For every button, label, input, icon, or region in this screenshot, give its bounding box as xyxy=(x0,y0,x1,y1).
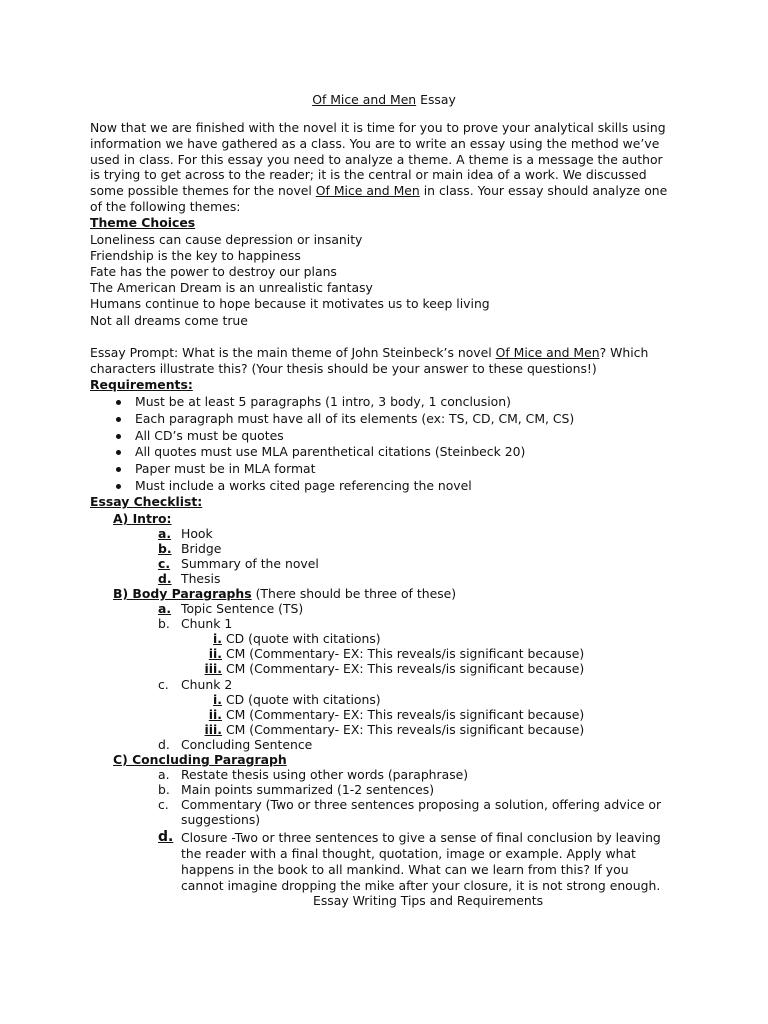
chunk-marker: i. xyxy=(213,631,222,646)
intro-marker: a. xyxy=(158,526,172,541)
bullet-icon xyxy=(116,484,121,489)
intro-line-4: is trying to get across to the reader; it is the central or main idea of a work. We discussed xyxy=(90,167,647,182)
intro-line-5-a: some possible themes for the novel xyxy=(90,183,316,198)
intro-item: Bridge xyxy=(181,541,222,556)
requirement-item: Must include a works cited page referencing the novel xyxy=(135,478,472,493)
bullet-icon xyxy=(116,450,121,455)
title-novel: Of Mice and Men xyxy=(312,92,417,107)
checklist-intro-label: A) Intro: xyxy=(113,511,172,526)
body-label-note: (There should be three of these) xyxy=(251,586,457,601)
checklist-heading: Essay Checklist: xyxy=(90,494,203,509)
conclusion-item: Restate thesis using other words (paraphrase) xyxy=(181,767,469,782)
chunk-item: CM (Commentary- EX: This reveals/is significant because) xyxy=(226,661,585,676)
intro-line-1: Now that we are finished with the novel it is time for you to prove your analytical skills using xyxy=(90,120,666,135)
chunk-item: CM (Commentary- EX: This reveals/is significant because) xyxy=(226,646,585,661)
bullet-icon xyxy=(116,467,121,472)
intro-item: Summary of the novel xyxy=(181,556,319,571)
theme-item: Fate has the power to destroy our plans xyxy=(90,264,337,279)
prompt-line-2: characters illustrate this? (Your thesis should be your answer to these questions!) xyxy=(90,361,597,376)
footer-text: Essay Writing Tips and Requirements xyxy=(313,893,544,908)
chunk-marker: iii. xyxy=(204,722,222,737)
chunk-marker: i. xyxy=(213,692,222,707)
intro-line-5-b: in class. Your essay should analyze one xyxy=(419,183,668,198)
intro-line-3: used in class. For this essay you need to analyze a theme. A theme is a message the author xyxy=(90,152,663,167)
prompt-line-1-a: Essay Prompt: What is the main theme of John Steinbeck’s novel xyxy=(90,345,496,360)
prompt-line-1-b: ? Which xyxy=(599,345,649,360)
conclusion-marker: c. xyxy=(158,797,169,812)
chunk-item: CD (quote with citations) xyxy=(226,692,381,707)
theme-item: Loneliness can cause depression or insanity xyxy=(90,232,363,247)
intro-item: Hook xyxy=(181,526,213,541)
prompt-line-1 xyxy=(90,345,648,361)
requirement-item: Paper must be in MLA format xyxy=(135,461,316,476)
body-marker: b. xyxy=(158,616,170,631)
requirement-item: Must be at least 5 paragraphs (1 intro, 3 body, 1 conclusion) xyxy=(135,394,511,409)
requirement-item: All quotes must use MLA parenthetical citations (Steinbeck 20) xyxy=(135,444,526,459)
conclusion-marker: b. xyxy=(158,782,170,797)
conclusion-item-cont: the reader with a final thought, quotation, image or example. Apply what xyxy=(181,846,636,861)
prompt-novel-title: Of Mice and Men xyxy=(495,345,600,360)
body-item: Concluding Sentence xyxy=(181,737,313,752)
chunk-item: CD (quote with citations) xyxy=(226,631,381,646)
conclusion-marker: a. xyxy=(158,767,170,782)
conclusion-item: Closure -Two or three sentences to give a sense of final conclusion by leaving xyxy=(181,830,661,845)
requirement-item: All CD’s must be quotes xyxy=(135,428,284,443)
intro-line-6: of the following themes: xyxy=(90,199,241,214)
conclusion-marker: d. xyxy=(158,829,174,845)
body-marker: c. xyxy=(158,677,169,692)
requirement-item: Each paragraph must have all of its elements (ex: TS, CD, CM, CM, CS) xyxy=(135,411,575,426)
theme-item: Humans continue to hope because it motivates us to keep living xyxy=(90,296,490,311)
chunk-marker: ii. xyxy=(208,707,222,722)
title-word: Essay xyxy=(420,92,456,107)
conclusion-item: Main points summarized (1-2 sentences) xyxy=(181,782,435,797)
body-item: Chunk 1 xyxy=(181,616,233,631)
conclusion-item-cont: suggestions) xyxy=(181,812,261,827)
body-marker: d. xyxy=(158,737,170,752)
checklist-body-label xyxy=(113,586,456,602)
conclusion-item: Commentary (Two or three sentences proposing a solution, offering advice or xyxy=(181,797,662,812)
body-item: Chunk 2 xyxy=(181,677,233,692)
body-item: Topic Sentence (TS) xyxy=(181,601,304,616)
chunk-marker: ii. xyxy=(208,646,222,661)
intro-item: Thesis xyxy=(181,571,221,586)
theme-item: The American Dream is an unrealistic fantasy xyxy=(90,280,373,295)
theme-choices-heading: Theme Choices xyxy=(90,215,196,230)
requirements-heading: Requirements: xyxy=(90,377,193,392)
document-title xyxy=(0,92,768,108)
checklist-conclusion-label: C) Concluding Paragraph xyxy=(113,752,287,767)
conclusion-item-cont: happens in the book to all mankind. What can we learn from this? If you xyxy=(181,862,629,877)
intro-line-5 xyxy=(90,183,667,199)
conclusion-item-cont: cannot imagine dropping the mike after your closure, it is not strong enough. xyxy=(181,878,661,893)
chunk-item: CM (Commentary- EX: This reveals/is significant because) xyxy=(226,722,585,737)
body-marker: a. xyxy=(158,601,172,616)
bullet-icon xyxy=(116,434,121,439)
theme-item: Friendship is the key to happiness xyxy=(90,248,301,263)
bullet-icon xyxy=(116,417,121,422)
intro-line-2: information we have gathered as a class. You are to write an essay using the method we’ve xyxy=(90,136,660,151)
chunk-item: CM (Commentary- EX: This reveals/is significant because) xyxy=(226,707,585,722)
bullet-icon xyxy=(116,400,121,405)
theme-item: Not all dreams come true xyxy=(90,313,248,328)
intro-marker: b. xyxy=(158,541,172,556)
chunk-marker: iii. xyxy=(204,661,222,676)
intro-marker: d. xyxy=(158,571,172,586)
intro-marker: c. xyxy=(158,556,171,571)
intro-novel-title: Of Mice and Men xyxy=(315,183,420,198)
body-label-text: B) Body Paragraphs xyxy=(113,586,252,601)
